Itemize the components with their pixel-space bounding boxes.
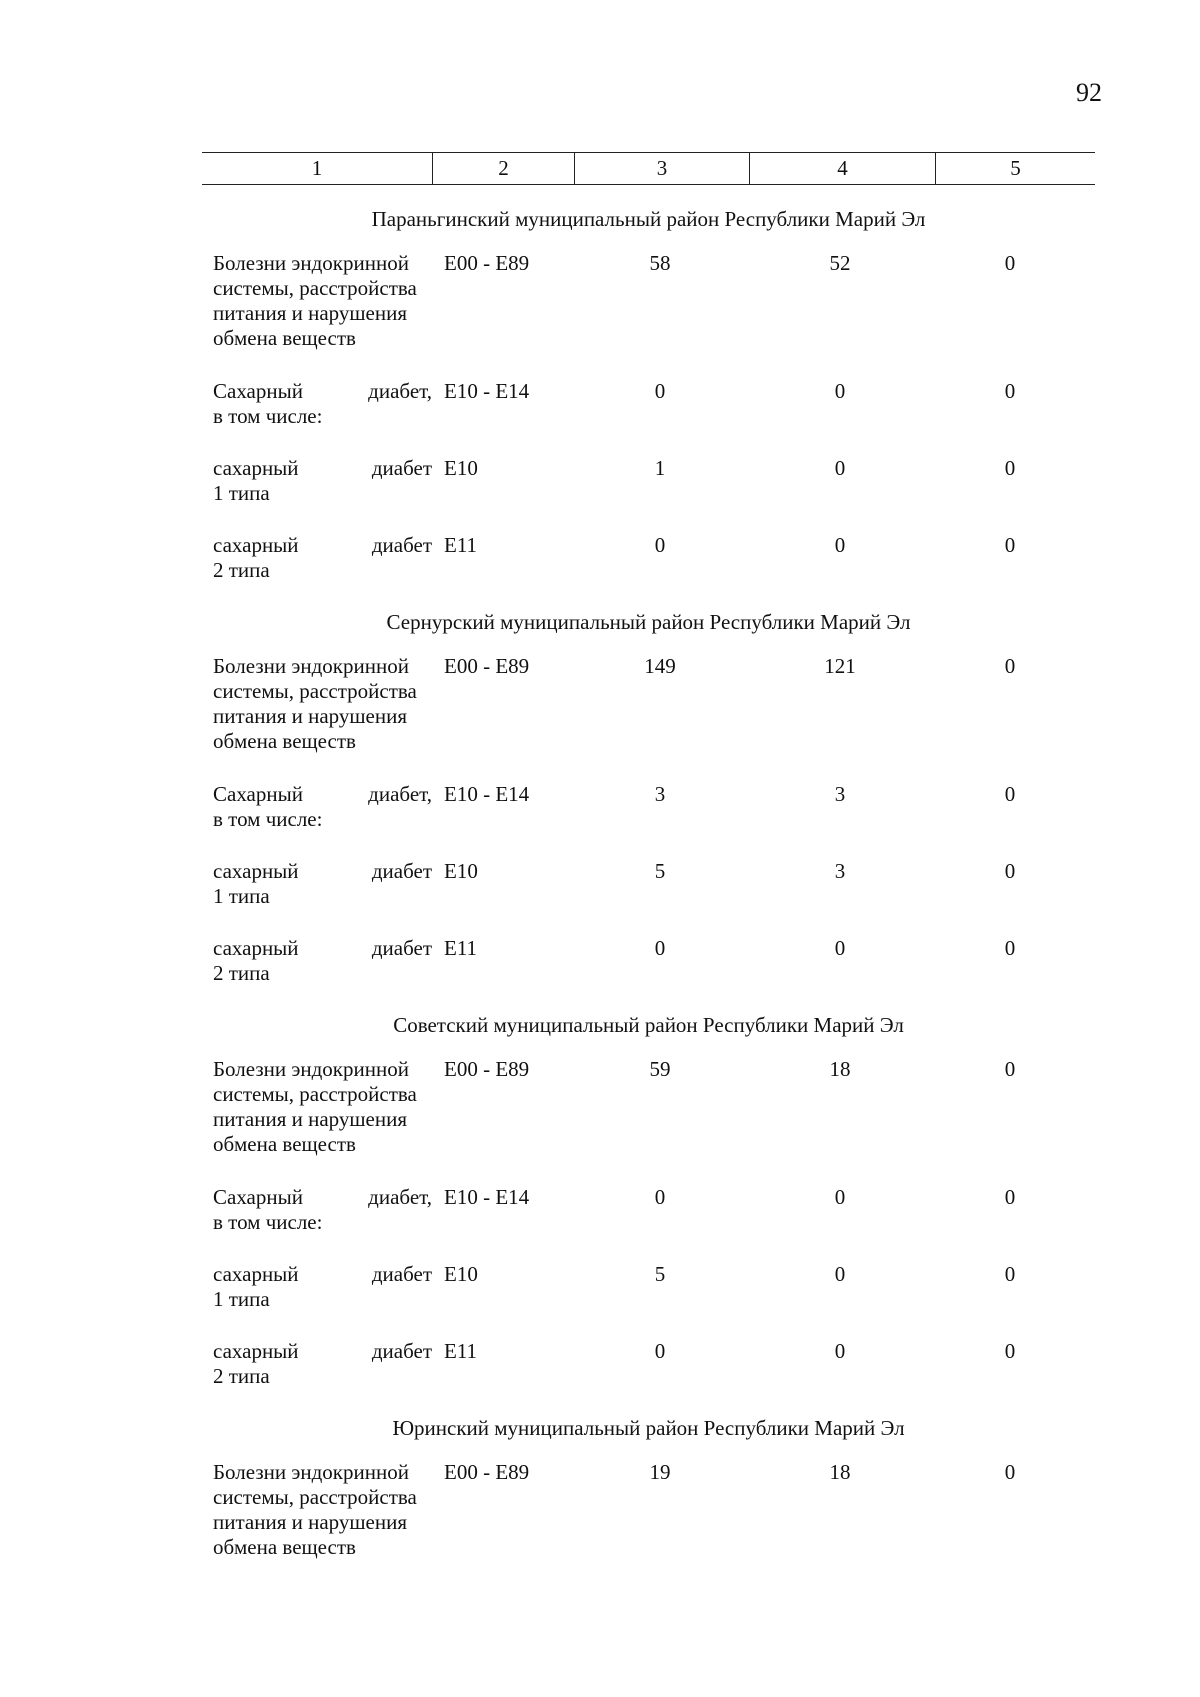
- diagnosis-name-line: Болезни эндокринной: [213, 1057, 409, 1081]
- value-col-3: 5: [654, 1262, 666, 1286]
- diagnosis-name-line: 2 типа: [213, 558, 270, 582]
- column-header-2: 2: [432, 153, 574, 184]
- value-col-3: 5: [654, 859, 666, 883]
- value-col-5: 0: [1004, 936, 1016, 960]
- table-row: [0, 533, 1200, 610]
- diagnosis-name-line: Сахарный диабет,: [213, 1185, 432, 1209]
- value-col-5: 0: [1004, 379, 1016, 403]
- diagnosis-name-line: питания и нарушения: [213, 1107, 408, 1131]
- diagnosis-name: [213, 1460, 432, 1560]
- value-col-4: 0: [834, 1339, 846, 1363]
- table-row: [0, 1460, 1200, 1588]
- section-title-text: Советский муниципальный район Республики Марий Эл: [393, 1013, 904, 1037]
- table-row: [0, 1185, 1200, 1262]
- section-title: [0, 207, 1095, 251]
- value-col-4: 18: [829, 1057, 851, 1081]
- value-col-5: 0: [1004, 251, 1016, 275]
- diagnosis-name: [213, 251, 432, 351]
- section-title-text: Параньгинский муниципальный район Республики Марий Эл: [371, 207, 926, 231]
- section-title-text: Юринский муниципальный район Республики Марий Эл: [392, 1416, 905, 1440]
- icd-code: E11: [444, 533, 478, 557]
- diagnosis-name-line: 1 типа: [213, 481, 270, 505]
- diagnosis-name-line: питания и нарушения: [213, 704, 408, 728]
- column-header-4: 4: [749, 153, 935, 184]
- column-header-5: 5: [935, 153, 1095, 184]
- table-row: [0, 1262, 1200, 1339]
- value-col-3: 0: [654, 1339, 666, 1363]
- diagnosis-name: [213, 456, 432, 506]
- table-row: [0, 1339, 1200, 1416]
- value-col-4: 0: [834, 456, 846, 480]
- value-col-5: 0: [1004, 859, 1016, 883]
- table-row: [0, 782, 1200, 859]
- diagnosis-name-line: 1 типа: [213, 884, 270, 908]
- diagnosis-name-line: Сахарный диабет,: [213, 379, 432, 403]
- icd-code: E10: [444, 859, 478, 883]
- diagnosis-name-line: системы, расстройства: [213, 679, 417, 703]
- value-col-3: 1: [654, 456, 666, 480]
- column-header-1: 1: [311, 156, 323, 180]
- diagnosis-name-line: 1 типа: [213, 1287, 270, 1311]
- diagnosis-name-line: сахарный диабет: [213, 1262, 432, 1286]
- section-title: [0, 1013, 1095, 1057]
- diagnosis-name-line: сахарный диабет: [213, 936, 432, 960]
- table-row: [0, 456, 1200, 533]
- value-col-4: 121: [824, 654, 856, 678]
- diagnosis-name-line: сахарный диабет: [213, 1339, 432, 1363]
- value-col-5: 0: [1004, 1262, 1016, 1286]
- diagnosis-name: [213, 1262, 432, 1312]
- column-header-3: 3: [574, 153, 749, 184]
- diagnosis-name: [213, 936, 432, 986]
- icd-code: E10: [444, 456, 478, 480]
- diagnosis-name: [213, 533, 432, 583]
- value-col-5: 0: [1004, 654, 1016, 678]
- section-title-text: Сернурский муниципальный район Республики Марий Эл: [386, 610, 911, 634]
- diagnosis-name-line: 2 типа: [213, 961, 270, 985]
- icd-code: E10 - E14: [444, 782, 530, 806]
- page-number: 92: [1076, 78, 1102, 107]
- diagnosis-name-line: сахарный диабет: [213, 859, 432, 883]
- icd-code: E00 - E89: [444, 251, 530, 275]
- value-col-5: 0: [1004, 456, 1016, 480]
- icd-code: E11: [444, 1339, 478, 1363]
- diagnosis-name-line: обмена веществ: [213, 1132, 356, 1156]
- diagnosis-name: [213, 1185, 432, 1235]
- diagnosis-name-line: обмена веществ: [213, 729, 356, 753]
- diagnosis-name: [213, 654, 432, 754]
- diagnosis-name: [213, 1339, 432, 1389]
- diagnosis-name-line: системы, расстройства: [213, 276, 417, 300]
- table-row: [0, 1057, 1200, 1185]
- value-col-3: 59: [649, 1057, 671, 1081]
- diagnosis-name: [213, 859, 432, 909]
- diagnosis-name-line: в том числе:: [213, 1210, 323, 1234]
- diagnosis-name-line: обмена веществ: [213, 326, 356, 350]
- value-col-4: 3: [834, 859, 846, 883]
- icd-code: E00 - E89: [444, 1057, 530, 1081]
- icd-code: E10: [444, 1262, 478, 1286]
- value-col-3: 0: [654, 533, 666, 557]
- diagnosis-name-line: сахарный диабет: [213, 456, 432, 480]
- diagnosis-name: [213, 379, 432, 429]
- value-col-3: 0: [654, 379, 666, 403]
- icd-code: E10 - E14: [444, 379, 530, 403]
- table-row: [0, 379, 1200, 456]
- diagnosis-name-line: Болезни эндокринной: [213, 1460, 409, 1484]
- section-title: [0, 1416, 1095, 1460]
- value-col-4: 0: [834, 379, 846, 403]
- table-row: [0, 654, 1200, 782]
- diagnosis-name-line: Болезни эндокринной: [213, 654, 409, 678]
- value-col-3: 19: [649, 1460, 671, 1484]
- value-col-5: 0: [1004, 1339, 1016, 1363]
- diagnosis-name-line: питания и нарушения: [213, 1510, 408, 1534]
- diagnosis-name: [213, 782, 432, 832]
- icd-code: E00 - E89: [444, 654, 530, 678]
- value-col-3: 0: [654, 936, 666, 960]
- value-col-5: 0: [1004, 1460, 1016, 1484]
- diagnosis-name: [213, 1057, 432, 1157]
- column-header-row: [202, 152, 1095, 185]
- value-col-3: 0: [654, 1185, 666, 1209]
- icd-code: E11: [444, 936, 478, 960]
- table-row: [0, 859, 1200, 936]
- table-row: [0, 251, 1200, 379]
- diagnosis-name-line: системы, расстройства: [213, 1485, 417, 1509]
- value-col-5: 0: [1004, 1185, 1016, 1209]
- value-col-4: 0: [834, 1185, 846, 1209]
- table-row: [0, 936, 1200, 1013]
- diagnosis-name-line: обмена веществ: [213, 1535, 356, 1559]
- diagnosis-name-line: 2 типа: [213, 1364, 270, 1388]
- diagnosis-name-line: сахарный диабет: [213, 533, 432, 557]
- icd-code: E00 - E89: [444, 1460, 530, 1484]
- value-col-5: 0: [1004, 533, 1016, 557]
- diagnosis-name-line: питания и нарушения: [213, 301, 408, 325]
- value-col-3: 58: [649, 251, 671, 275]
- diagnosis-name-line: Сахарный диабет,: [213, 782, 432, 806]
- diagnosis-name-line: в том числе:: [213, 404, 323, 428]
- diagnosis-name-line: Болезни эндокринной: [213, 251, 409, 275]
- value-col-3: 3: [654, 782, 666, 806]
- diagnosis-name-line: системы, расстройства: [213, 1082, 417, 1106]
- value-col-4: 0: [834, 533, 846, 557]
- value-col-5: 0: [1004, 782, 1016, 806]
- value-col-4: 0: [834, 1262, 846, 1286]
- value-col-5: 0: [1004, 1057, 1016, 1081]
- section-title: [0, 610, 1095, 654]
- value-col-3: 149: [644, 654, 676, 678]
- table-body: [0, 207, 1200, 1588]
- value-col-4: 18: [829, 1460, 851, 1484]
- diagnosis-name-line: в том числе:: [213, 807, 323, 831]
- icd-code: E10 - E14: [444, 1185, 530, 1209]
- value-col-4: 52: [829, 251, 851, 275]
- value-col-4: 3: [834, 782, 846, 806]
- value-col-4: 0: [834, 936, 846, 960]
